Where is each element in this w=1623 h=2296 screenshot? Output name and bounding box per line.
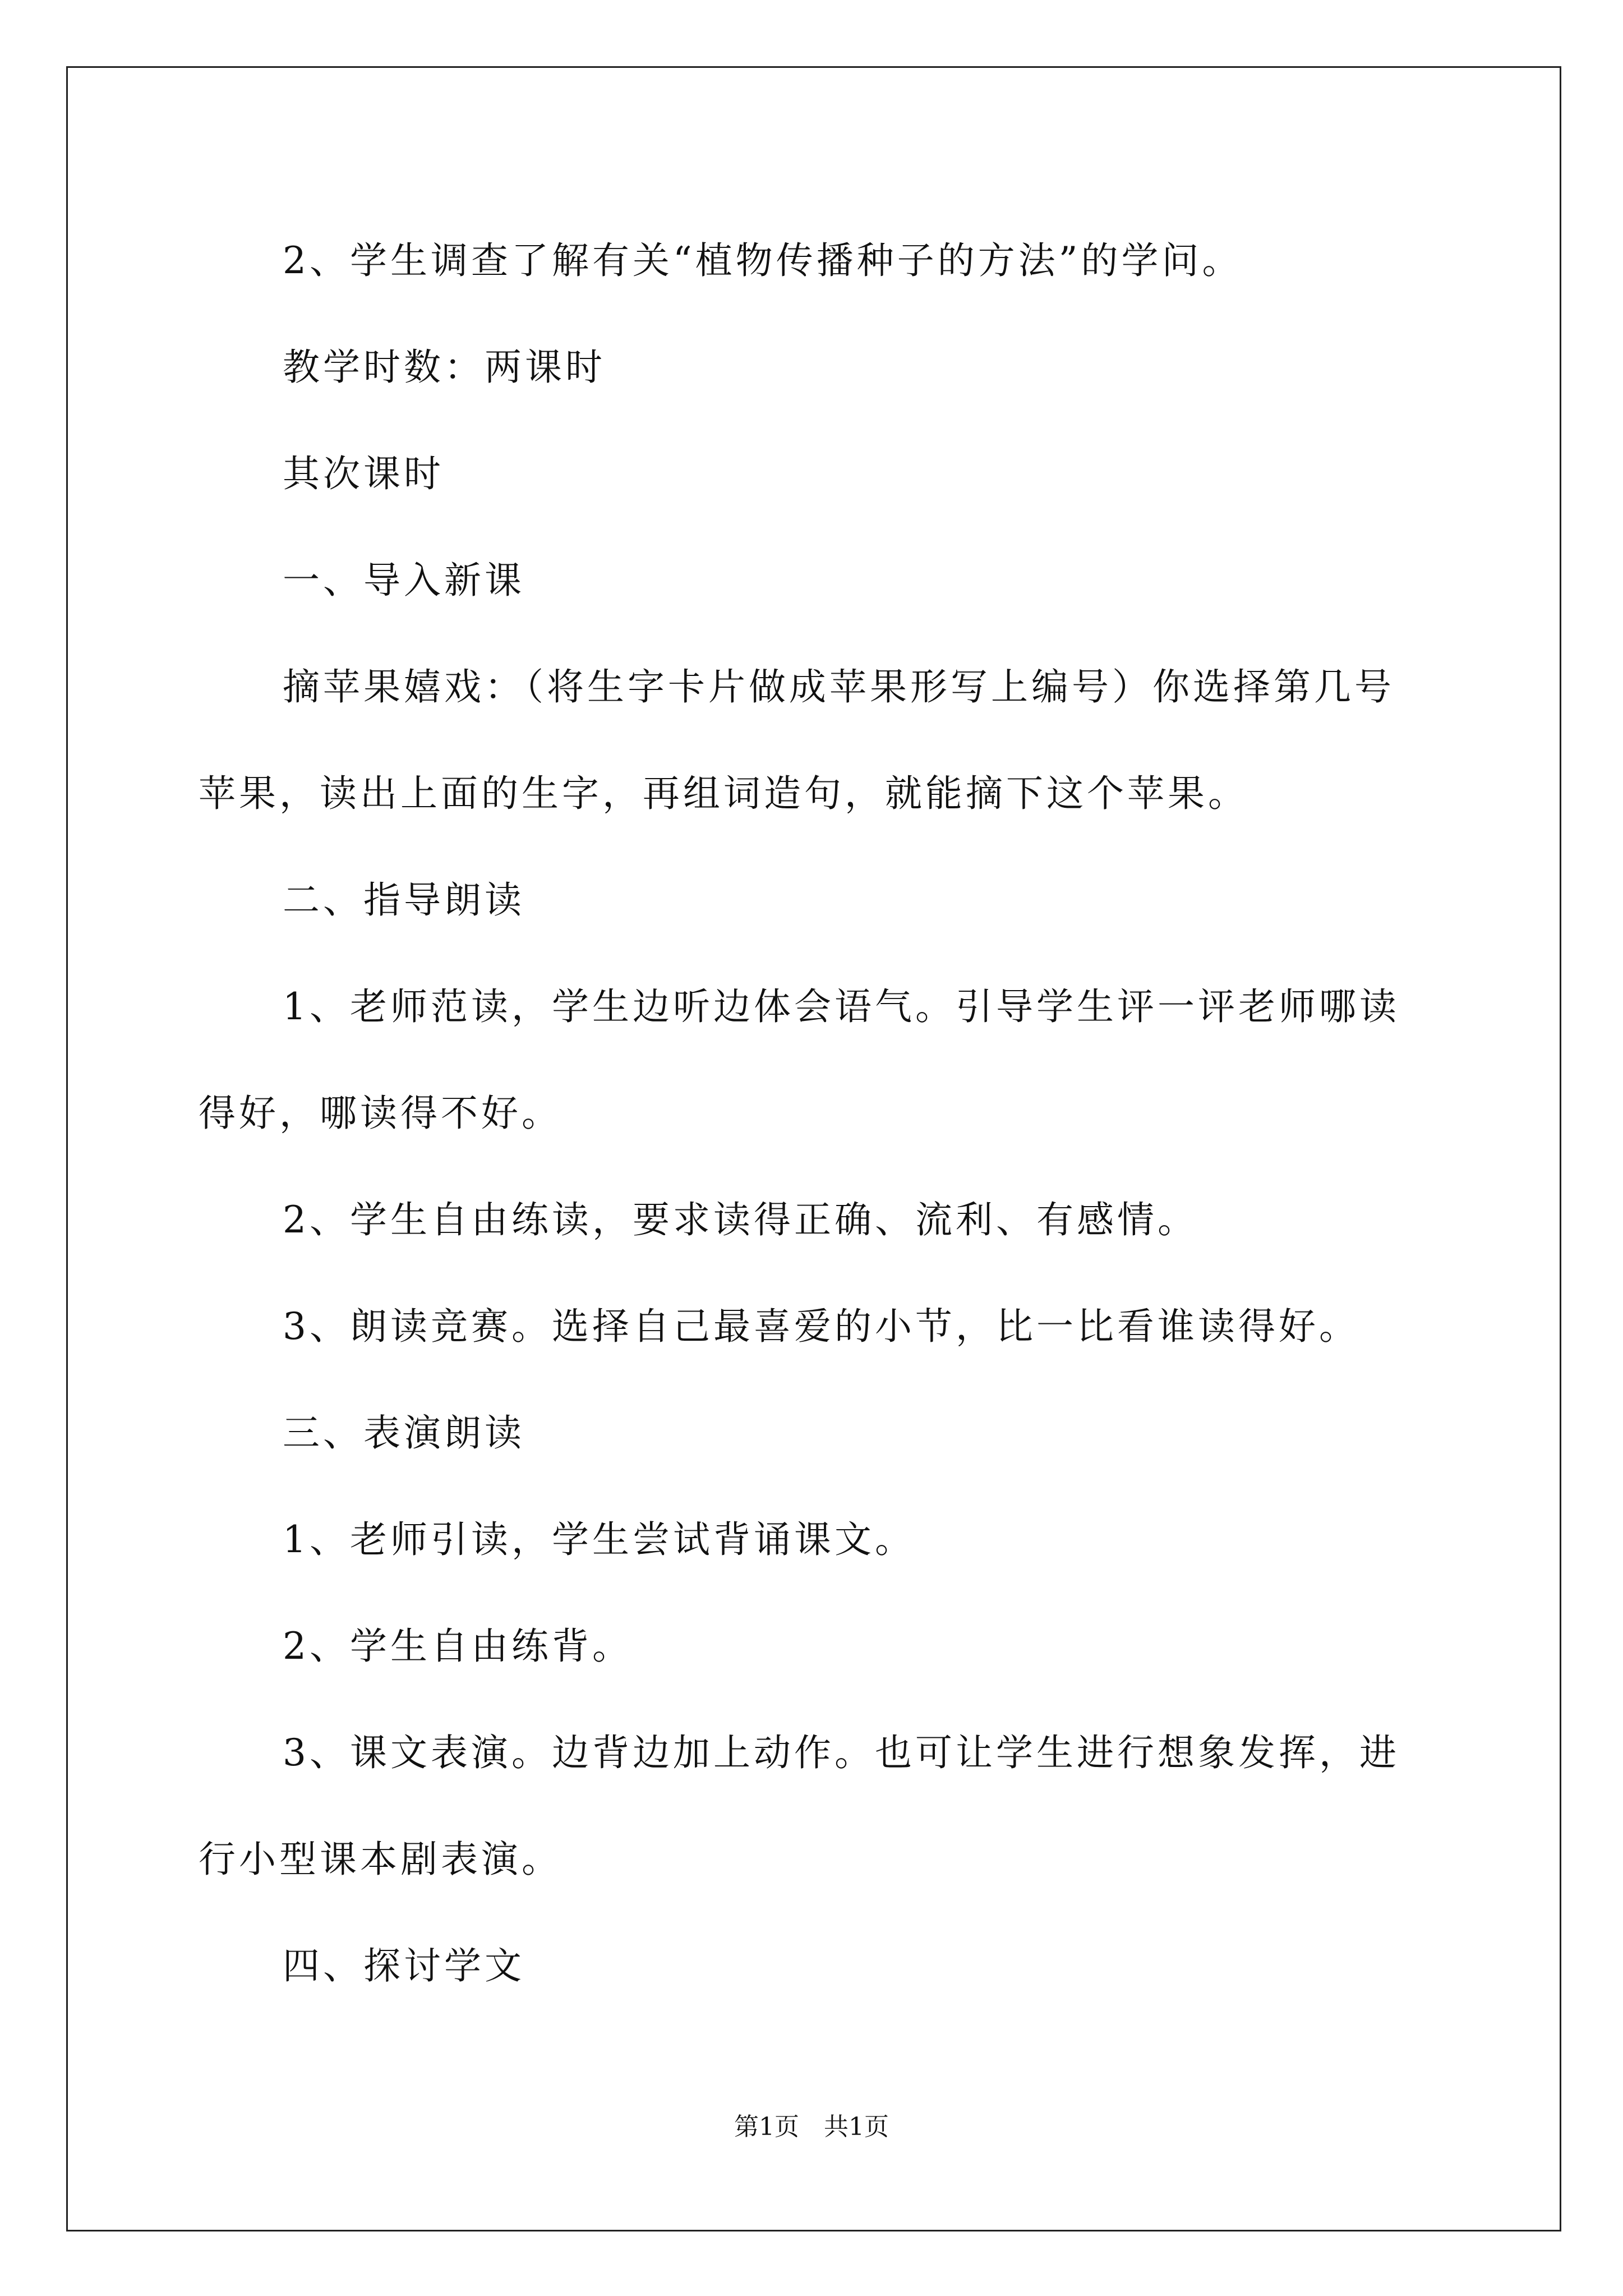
paragraph-5: 摘苹果嬉戏：（将生字卡片做成苹果形写上编号）你选择第几号苹果，读出上面的生字，再组词造句，就能摘下这个苹果。: [199, 665, 1395, 815]
section-heading-3: 三、表演朗读: [283, 1411, 525, 1455]
paragraph-12: 2、学生自由练背。: [283, 1625, 633, 1668]
paragraph-13: 3、课文表演。边背边加上动作。也可让学生进行想象发挥，进行小型课本剧表演。: [199, 1731, 1400, 1881]
paragraph-9: 3、朗读竞赛。选择自己最喜爱的小节，比一比看谁读得好。: [283, 1305, 1359, 1348]
page-footer: 第1页 共1页: [734, 2113, 889, 2141]
paragraph-7: 1、老师范读，学生边听边体会语气。引导学生评一评老师哪读得好，哪读得不好。: [199, 985, 1400, 1135]
paragraph-11: 1、老师引读，学生尝试背诵课文。: [283, 1518, 915, 1561]
paragraph-3: 其次课时: [283, 452, 444, 495]
section-heading-4: 四、探讨学文: [283, 1944, 525, 1987]
paragraph-2: 教学时数：两课时: [283, 346, 606, 389]
paragraph-1: 2、学生调查了解有关“植物传播种子的方法”的学问。: [283, 239, 1243, 282]
section-heading-2: 二、指导朗读: [283, 878, 525, 922]
paragraph-8: 2、学生自由练读，要求读得正确、流利、有感情。: [283, 1198, 1198, 1241]
section-heading-1: 一、导入新课: [283, 559, 525, 602]
document-body: [199, 208, 1435, 2019]
